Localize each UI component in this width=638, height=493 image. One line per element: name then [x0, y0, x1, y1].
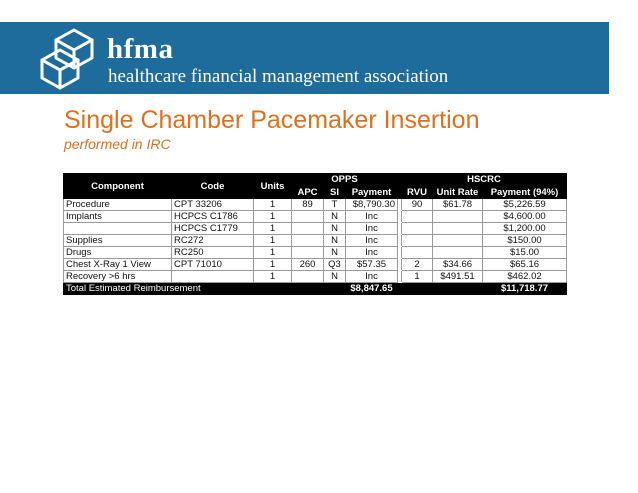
- cell-si: Q3: [324, 259, 346, 271]
- cell-payment-94: $5,226.59: [483, 199, 567, 211]
- slide-title: Single Chamber Pacemaker Insertion: [64, 106, 480, 134]
- cell-component: Chest X-Ray 1 View: [64, 259, 172, 271]
- brand-name: hfma: [107, 33, 174, 65]
- cell-code: HCPCS C1786: [172, 211, 254, 223]
- column-header-component: Component: [64, 174, 172, 199]
- cell-payment-94: $4,600.00: [483, 211, 567, 223]
- cell-unit-rate: $34.66: [433, 259, 483, 271]
- total-row: [64, 283, 567, 295]
- cell-units: 1: [254, 271, 292, 283]
- cell-unit-rate: [433, 223, 483, 235]
- cell-units: 1: [254, 199, 292, 211]
- cell-payment: Inc: [346, 247, 398, 259]
- cell-component: Supplies: [64, 235, 172, 247]
- cell-component: Implants: [64, 211, 172, 223]
- cell-payment-94: $1,200.00: [483, 223, 567, 235]
- cell-component: Recovery >6 hrs: [64, 271, 172, 283]
- cell-rvu: [402, 223, 433, 235]
- cell-payment: Inc: [346, 271, 398, 283]
- column-header-unit-rate: Unit Rate: [433, 186, 483, 199]
- group-header-opps: OPPS: [292, 174, 398, 186]
- cell-rvu: [402, 247, 433, 259]
- cell-code: [172, 271, 254, 283]
- table-row: [64, 235, 567, 247]
- cell-apc: [292, 211, 324, 223]
- cell-rvu: 2: [402, 259, 433, 271]
- cell-unit-rate: $61.78: [433, 199, 483, 211]
- cell-unit-rate: [433, 247, 483, 259]
- cell-apc: 260: [292, 259, 324, 271]
- total-label: Total Estimated Reimbursement: [64, 283, 346, 295]
- column-header-apc: APC: [292, 186, 324, 199]
- column-header-payment-94: Payment (94%): [483, 186, 567, 199]
- table-row: [64, 271, 567, 283]
- table-row: [64, 247, 567, 259]
- table-row: [64, 223, 567, 235]
- slide-subtitle: performed in IRC: [64, 136, 171, 152]
- column-header-units: Units: [254, 174, 292, 199]
- cell-payment: $8,790.30: [346, 199, 398, 211]
- cell-si: N: [324, 211, 346, 223]
- cell-rvu: [402, 211, 433, 223]
- cell-apc: [292, 271, 324, 283]
- cell-rvu: 90: [402, 199, 433, 211]
- cell-payment: $57.35: [346, 259, 398, 271]
- column-header-rvu: RVU: [402, 186, 433, 199]
- total-opps: $8,847.65: [346, 283, 398, 295]
- table-row: [64, 199, 567, 211]
- cell-code: CPT 71010: [172, 259, 254, 271]
- cell-units: 1: [254, 247, 292, 259]
- header-band: [0, 22, 609, 94]
- cell-code: CPT 33206: [172, 199, 254, 211]
- cell-units: 1: [254, 235, 292, 247]
- cell-units: 1: [254, 211, 292, 223]
- cell-si: N: [324, 247, 346, 259]
- cell-apc: [292, 247, 324, 259]
- cell-units: 1: [254, 259, 292, 271]
- cell-code: HCPCS C1779: [172, 223, 254, 235]
- cell-payment: Inc: [346, 211, 398, 223]
- cell-si: N: [324, 235, 346, 247]
- cell-code: RC272: [172, 235, 254, 247]
- cell-unit-rate: $491.51: [433, 271, 483, 283]
- cell-payment-94: $15.00: [483, 247, 567, 259]
- cell-si: N: [324, 271, 346, 283]
- cell-payment-94: $150.00: [483, 235, 567, 247]
- cell-rvu: [402, 235, 433, 247]
- cell-apc: 89: [292, 199, 324, 211]
- cell-si: T: [324, 199, 346, 211]
- cell-payment: Inc: [346, 235, 398, 247]
- cell-component: [64, 223, 172, 235]
- cell-rvu: 1: [402, 271, 433, 283]
- cell-payment-94: $65.16: [483, 259, 567, 271]
- reimbursement-table: [63, 173, 566, 295]
- cell-si: N: [324, 223, 346, 235]
- column-header-code: Code: [172, 174, 254, 199]
- cell-apc: [292, 235, 324, 247]
- cell-code: RC250: [172, 247, 254, 259]
- interlocking-cubes-icon: [38, 26, 96, 90]
- cell-component: Drugs: [64, 247, 172, 259]
- brand-tagline: healthcare financial management association: [108, 66, 449, 87]
- total-hscrc: $11,718.77: [483, 283, 567, 295]
- cell-payment-94: $462.02: [483, 271, 567, 283]
- column-header-si: SI: [324, 186, 346, 199]
- column-header-payment: Payment: [346, 186, 398, 199]
- cell-component: Procedure: [64, 199, 172, 211]
- cell-unit-rate: [433, 235, 483, 247]
- cell-apc: [292, 223, 324, 235]
- cell-unit-rate: [433, 211, 483, 223]
- table-row: [64, 211, 567, 223]
- group-header-hscrc: HSCRC: [402, 174, 567, 186]
- table-row: [64, 259, 567, 271]
- cell-units: 1: [254, 223, 292, 235]
- cell-payment: Inc: [346, 223, 398, 235]
